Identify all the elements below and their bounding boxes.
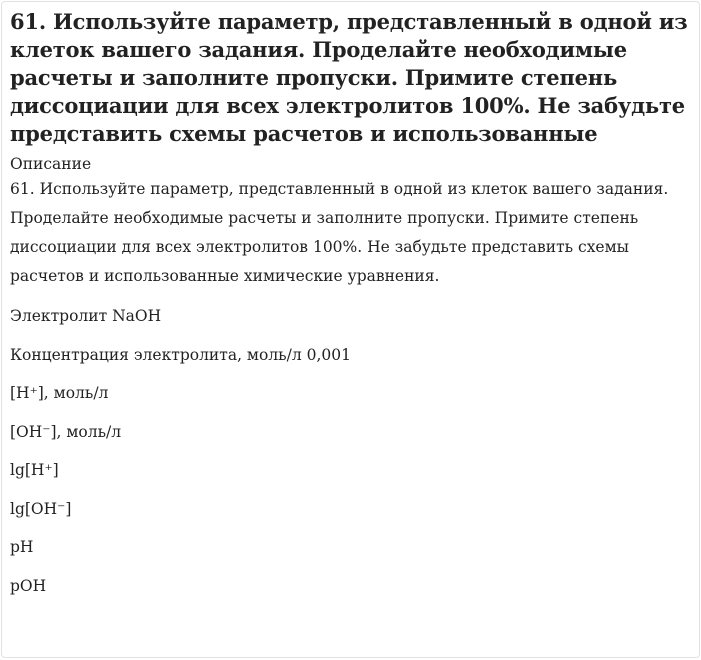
description-text: 61. Используйте параметр, представленный в одной из клеток вашего задания. Проделайте необходимые расчеты и заполните пропуски. Примите степень диссоциации для всех электролитов 100%. Не забудьте представить схемы расчетов и использованные химические уравнения. bbox=[10, 180, 669, 285]
param-concentration: Концентрация электролита, моль/л 0,001 bbox=[10, 345, 351, 364]
param-lg-oh: lg[OH⁻] bbox=[10, 499, 72, 518]
param-electrolyte: Электролит NaOH bbox=[10, 307, 162, 326]
task-card bbox=[1, 1, 700, 658]
param-lg-h: lg[H⁺] bbox=[10, 461, 59, 480]
param-ph: pH bbox=[10, 538, 34, 557]
param-h-concentration: [H⁺], моль/л bbox=[10, 384, 109, 403]
description-label: Описание bbox=[10, 155, 92, 173]
param-poh: pOH bbox=[10, 576, 47, 595]
param-oh-concentration: [OH⁻], моль/л bbox=[10, 422, 122, 441]
task-title: 61. Используйте параметр, представленный в одной из клеток вашего задания. Проделайте необходимые расчеты и заполните пропуски. Примите степень диссоциации для всех электролитов 100%. Не забудьте представить схемы расчетов и использованные bbox=[10, 9, 688, 146]
